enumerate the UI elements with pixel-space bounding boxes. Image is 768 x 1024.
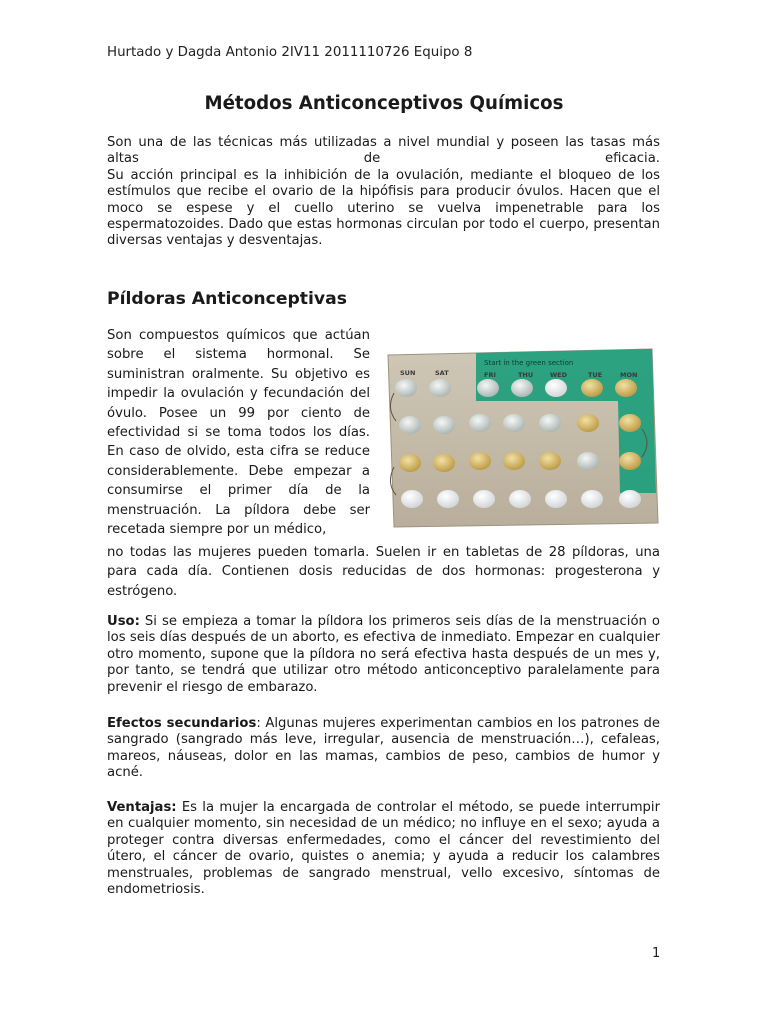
page-number: 1 (652, 946, 661, 961)
efectos-label: Efectos secundarios (107, 716, 257, 731)
day-label-fri: FRI (484, 371, 496, 379)
pill-description-continued: no todas las mujeres pueden tomarla. Suelen ir en tabletas de 28 píldoras, una para cada día. Contienen dosis reducidas de dos hormonas: progesterona y estrógeno. (107, 545, 660, 599)
ventajas-paragraph (107, 800, 660, 898)
day-label-wed: WED (550, 371, 568, 379)
pill-description-column: Son compuestos químicos que actúan sobre el sistema hormonal. Se suministran oralmente. Su objetivo es impedir la ovulación y fecundación del óvulo. Posee un 99 por ciento de efectividad si se toma todos los días. En caso de olvido, esta cifra se reduce considerablemente. Debe empezar a consumirse el primer día de la menstruación. La píldora debe ser recetada siempre por un médico, (107, 328, 370, 538)
ventajas-text: Es la mujer la encargada de controlar el método, se puede interrumpir en cualquier momento, sin necesidad de un médico; no influye en el sexo; ayuda a proteger contra diversas enfermedades, como el cáncer del revestimiento del útero, el cáncer de ovario, quistes o anemia; y ayuda a reducir los calambres menstruales, problemas de sangrado menstrual, vello excesivo, síntomas de endometriosis. (107, 800, 660, 898)
pill-pack-photo (380, 343, 664, 533)
uso-label: Uso: (107, 614, 140, 629)
intro-line-1: Son una de las técnicas más utilizadas a nivel mundial y poseen las tasas más altas de eficacia. (107, 135, 660, 167)
uso-text: Si se empieza a tomar la píldora los primeros seis días de la menstruación o los seis días después de un aborto, es efectiva de inmediato. Empezar en cualquier otro momento, supone que la píldora no será efectiva hasta después de un mes y, por tanto, se tendrá que utilizar otro método anticonceptivo paralelamente para prevenir el riesgo de embarazo. (107, 614, 660, 695)
day-label-tue: TUE (588, 371, 603, 379)
section-heading: Píldoras Anticonceptivas (107, 289, 347, 309)
intro-paragraph (107, 135, 660, 250)
efectos-text: : Algunas mujeres experimentan cambios en los patrones de sangrado (sangrado más leve, irregular, ausencia de menstruación…), cefaleas, mareos, náuseas, dolor en las mamas, cambios de peso, cambios de humor y acné. (107, 716, 660, 781)
intro-line-2: Su acción principal es la inhibición de la ovulación, mediante el bloqueo de los estímulos que recibe el ovario de la hipófisis para producir óvulos. Hacen que el moco se espese y el cuello uterino se vuelva impenetrable para los espermatozoides. Dado que estas hormonas circulan por todo el cuerpo, presentan diversas ventajas y desventajas. (107, 167, 660, 249)
page-header: Hurtado y Dagda Antonio 2IV11 2011110726 Equipo 8 (107, 45, 473, 60)
pill-pack-image (380, 343, 664, 533)
day-label-sun: SUN (400, 369, 416, 377)
efectos-paragraph (107, 716, 660, 782)
document-title: Métodos Anticonceptivos Químicos (204, 93, 564, 114)
day-label-sat: SAT (435, 369, 449, 377)
day-label-thu: THU (518, 371, 534, 379)
day-label-mon: MON (620, 371, 638, 379)
pack-banner-text: Start in the green section (484, 359, 574, 367)
ventajas-label: Ventajas: (107, 800, 177, 815)
uso-paragraph (107, 614, 660, 696)
